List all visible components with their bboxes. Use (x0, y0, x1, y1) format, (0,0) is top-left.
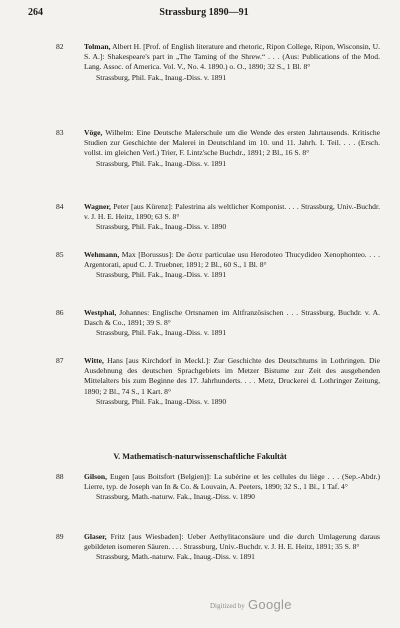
entry-dissertation: Strassburg, Math.-naturw. Fak., Inaug.-Diss. v. 1890 (96, 492, 255, 502)
entry-body (84, 42, 380, 83)
digitization-watermark (210, 598, 330, 614)
entry-text: Peter [aus Kürenz]: Palestrina als weltlicher Komponist. . . . Strassburg, Univ.-Buchdr. v. J. H. E. Heitz, 1890; 63 S. 8° (84, 202, 380, 222)
entry-text: Albert H. [Prof. of English literature and rhetoric, Ripon College, Ripon, Wisconsin, U. S. A.]: Shakespeare's part in „The Taming of the Shrew.“ . . . (Aus: Publications of the Mod. Lang. Assoc. of America. Vol. V., No. 4. 1890.) o. O., 1890; 32 S., 1 Bl. 8° (84, 42, 380, 72)
page-title: Strassburg 1890—91 (159, 7, 249, 18)
entry-body (84, 128, 380, 169)
entry-number: 88 (56, 472, 64, 481)
watermark-logo: Google (248, 597, 292, 612)
entry-dissertation: Strassburg, Phil. Fak., Inaug.-Diss. v. 1891 (96, 158, 227, 168)
entry-number: 89 (56, 532, 64, 541)
entry-body (84, 202, 380, 233)
entry-dissertation: Strassburg, Phil. Fak., Inaug.-Diss. v. 1890 (96, 222, 227, 232)
entry-text: Hans [aus Kirchdorf in Meckl.]: Zur Geschichte des Deutschtums in Lothringen. Die Ausdehnung des deutschen Sprachgebiets im Metzer Bistume zur Zeit des ausgehenden Mittelalters bis zum Beginne des 17. Jahrhunderts. . . . Metz, Druckerei d. Lothringer Zeitung, 1890; 2 Bl., 74 S., 1 Kart. 8° (84, 356, 380, 396)
entry-dissertation: Strassburg, Phil. Fak., Inaug.-Diss. v. 1891 (96, 328, 227, 338)
entry-dissertation: Strassburg, Phil. Fak., Inaug.-Diss. v. 1890 (96, 396, 227, 406)
running-head (28, 7, 380, 23)
watermark-digitized-label: Digitized by (210, 602, 245, 610)
entry-author: Glaser, (84, 532, 107, 541)
entry-citation (84, 472, 380, 492)
entry-number: 83 (56, 128, 64, 137)
entry-body (84, 250, 380, 281)
entry-author: Witte, (84, 356, 104, 365)
entry-text: Fritz [aus Wiesbaden]: Ueber Aethylitaconsäure und die durch Umlagerung daraus gebildeten isomeren Säuren. . . . Strassburg, Univ.-Buchdr. v. J. H. E. Heitz, 1891; 35 S. 8° (84, 532, 381, 552)
entry-text: Eugen [aus Boitsfort (Belgien)]: La subérine et les cellules du liège . . . (Sep.-Abdr.) Lierre, typ. de Joseph van In & Co. & Louvain, A. Peeters, 1890; 32 S., 1 Bl., 1 Taf. 4° (84, 472, 380, 492)
entry-citation (84, 42, 380, 73)
entry-citation (84, 250, 380, 270)
entry-number: 86 (56, 308, 64, 317)
entry-author: Vöge, (84, 128, 103, 137)
entry-author: Gilson, (84, 472, 108, 481)
entry-body (84, 356, 380, 407)
entry-citation (84, 532, 380, 552)
page-number: 264 (28, 7, 43, 18)
entry-number: 82 (56, 42, 64, 51)
entry-citation (84, 202, 380, 222)
entry-author: Wagner, (84, 202, 111, 211)
entry-author: Wehmann, (84, 250, 120, 259)
entry-number: 84 (56, 202, 64, 211)
entry-body (84, 308, 380, 339)
entry-author: Tolman, (84, 42, 111, 51)
entry-citation (84, 128, 380, 159)
entry-author: Westphal, (84, 308, 117, 317)
entry-body (84, 532, 380, 563)
entry-body (84, 472, 380, 503)
entry-number: 87 (56, 356, 64, 365)
entry-text: Johannes: Englische Ortsnamen im Altfranzösischen . . . Strassburg, Buchdr. v. A. Dasch & Co., 1891; 39 S. 8° (84, 308, 380, 328)
entry-dissertation: Strassburg, Phil. Fak., Inaug.-Diss. v. 1891 (96, 270, 227, 280)
entry-dissertation: Strassburg, Math.-naturw. Fak., Inaug.-Diss. v. 1891 (96, 552, 255, 562)
entry-citation (84, 308, 380, 328)
entry-citation (84, 356, 380, 397)
entry-text: Wilhelm: Eine Deutsche Malerschule um die Wende des ersten Jahrtausends. Kritische Studien zur Geschichte der Malerei in Deutschland im 10. und 11. Jahrh. I. Teil. . . . (Ersch. vollst. im gleichen Verl.) Trier, F. Lintz'sche Buchdr., 1891; 2 Bl., 16 S. 8° (84, 128, 381, 158)
entry-number: 85 (56, 250, 64, 259)
entry-dissertation: Strassburg, Phil. Fak., Inaug.-Diss. v. 1891 (96, 72, 227, 82)
section-heading: V. Mathematisch-naturwissenschaftliche Fakultät (113, 452, 287, 461)
entry-text: Max [Borussus]: De ὥστε particulae usu Herodoteo Thucydideo Xenophonteo. . . . Argentorati, apud C. J. Truebner, 1891; 2 Bl., 60 S., 1 Bl. 8° (84, 250, 380, 270)
